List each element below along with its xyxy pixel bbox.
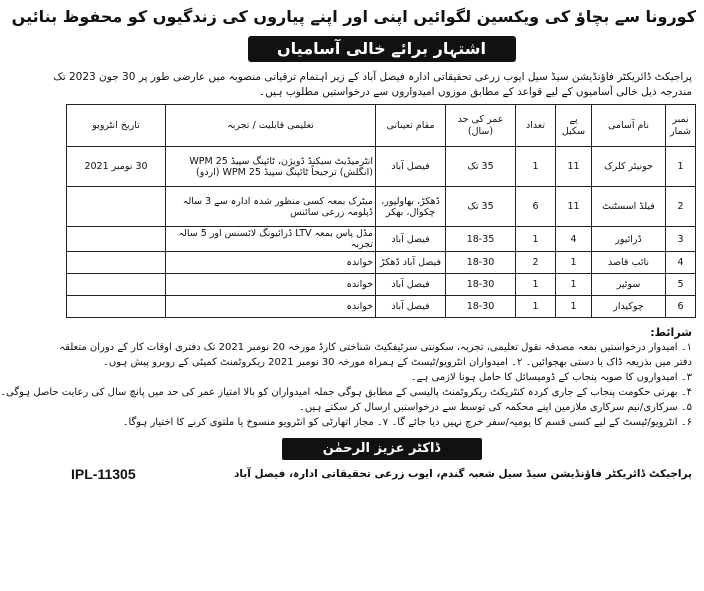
cell-interview [67,252,166,274]
terms-line: ۴۔ بھرتی حکومت پنجاب کے جاری کردہ کنٹریکٹ ریکروٹمنٹ پالیسی کے مطابق ہوگی جملہ امیدواران کو بالا امتیاز عمر کی حد میں پانچ سال کی رعایت حاصل ہوگی۔ [0,387,692,398]
cell-scale: 1 [556,252,592,274]
cell-age: 18-30 [446,252,516,274]
cell-scale: 1 [556,296,592,318]
header-station: مقام تعیناتی [376,105,446,147]
cell-count: 6 [516,187,556,227]
cell-scale: 11 [556,187,592,227]
cell-interview [67,296,166,318]
cell-post: سوئپر [592,274,666,296]
cell-qualification: خواندہ [166,274,376,296]
cell-count: 1 [516,147,556,187]
table-row [67,252,696,274]
terms-line: دفتر میں بذریعہ ڈاک یا دستی بھجوائیں۔ ۲۔ امیدواران انٹرویو/ٹیسٹ کے ہمراہ مورخہ 30 نومبر 2021 ریکروٹمنٹ کمیٹی کے روبرو پیش ہوں۔ [103,357,692,368]
intro-text [53,70,696,100]
cell-station: فیصل آباد [376,296,446,318]
cell-serial: 2 [666,187,696,227]
cell-count: 1 [516,296,556,318]
table-row [67,227,696,252]
table-row [67,296,696,318]
cell-count: 2 [516,252,556,274]
cell-count: 1 [516,227,556,252]
cell-scale: 11 [556,147,592,187]
office-address: پراجیکٹ ڈائریکٹر فاؤنڈیشن سیڈ سیل شعبہ گندم، ایوب زرعی تحقیقاتی ادارہ، فیصل آباد [233,468,692,480]
cell-interview: 30 نومبر 2021 [67,147,166,187]
cell-interview [67,187,166,227]
header-age: عمر کی حد (سال) [446,105,516,147]
signatory-name: ڈاکٹر عزیز الرحمٰن [282,438,482,460]
cell-station: فیصل آباد ڈھکڑ [376,252,446,274]
vacancy-banner: اشتہار برائے خالی آسامیاں [248,36,516,62]
cell-station: فیصل آباد [376,274,446,296]
cell-serial: 5 [666,274,696,296]
cell-post: فیلڈ اسسٹنٹ [592,187,666,227]
cell-scale: 4 [556,227,592,252]
cell-post: نائب قاصد [592,252,666,274]
header-qualification: تعلیمی قابلیت / تجربہ [166,105,376,147]
terms-heading: شرائط: [650,326,692,339]
cell-station: ڈھکڑ، بھاولپور، چکوال، بھکر [376,187,446,227]
table-row [67,187,696,227]
table-header-row [67,105,696,147]
cell-post: جونیئر کلرک [592,147,666,187]
cell-age: 18-30 [446,274,516,296]
cell-scale: 1 [556,274,592,296]
cell-qualification: میٹرک بمعہ کسی منظور شدہ ادارہ سے 3 سالہ ڈپلومہ زرعی سائنس [166,187,376,227]
cell-qualification: خواندہ [166,252,376,274]
cell-station: فیصل آباد [376,227,446,252]
table-row [67,274,696,296]
cell-age: 35 تک [446,147,516,187]
ipl-reference: IPL-11305 [71,466,136,482]
cell-serial: 3 [666,227,696,252]
header-interview: تاریخ انٹرویو [67,105,166,147]
terms-line: ۱۔ امیدوار درخواستیں بمعہ مصدقہ نقول تعلیمی، تجربہ، سکونتی سرٹیفکیٹ شناختی کارڈ مورخہ 20 نومبر 2021 تک دفتری اوقات کار کے دوران متعلقہ [59,342,692,353]
intro-line-1: پراجیکٹ ڈائریکٹر فاؤنڈیشن سیڈ سیل ایوب زرعی تحقیقاتی ادارہ فیصل آباد کے زیر اہتمام ترقیاتی منصوبہ میں عارضی طور پر 30 جون 2023 تک [53,71,692,83]
header-post: نام آسامی [592,105,666,147]
cell-qualification: انٹرمیڈیٹ سیکنڈ ڈویژن، ٹائپنگ سپیڈ 25 WPM (انگلش) ترجیحاً ٹائپنگ سپیڈ 25 WPM (اردو) [166,147,376,187]
terms-line: ۶۔ انٹرویو/ٹیسٹ کے لیے کسی قسم کا یومیہ/سفر خرچ نہیں دیا جائے گا۔ ۷۔ مجاز اتھارٹی کو انٹرویو منسوخ یا ملتوی کرنے کا اختیار ہوگا۔ [122,417,692,428]
vacancy-table [66,104,696,318]
cell-qualification: خواندہ [166,296,376,318]
terms-line: ۵۔ سرکاری/نیم سرکاری ملازمین اپنے محکمہ کی توسط سے درخواستیں ارسال کر سکتے ہیں۔ [299,402,692,413]
vaccination-slogan: کورونا سے بچاؤ کی ویکسین لگوائیں اپنی اور اپنے پیاروں کی زندگیوں کو محفوظ بنائیں [11,7,696,26]
terms-section [0,325,696,430]
cell-age: 35 تک [446,187,516,227]
cell-qualification: مڈل پاس بمعہ LTV ڈرائیونگ لائسنس اور 5 سالہ تجربہ [166,227,376,252]
cell-serial: 1 [666,147,696,187]
cell-serial: 4 [666,252,696,274]
intro-line-2: مندرجہ ذیل خالی آسامیوں کے لیے قواعد کے مطابق موزوں امیدواروں سے درخواستیں مطلوب ہیں۔ [259,86,692,98]
cell-interview [67,274,166,296]
cell-count: 1 [516,274,556,296]
footer [67,466,696,482]
terms-line: ۳۔ امیدواروں کا صوبہ پنجاب کے ڈومیسائل کا حامل ہونا لازمی ہے۔ [410,372,692,383]
cell-serial: 6 [666,296,696,318]
cell-post: چوکیدار [592,296,666,318]
header-count: تعداد [516,105,556,147]
cell-interview [67,227,166,252]
cell-post: ڈرائیور [592,227,666,252]
cell-station: فیصل آباد [376,147,446,187]
cell-age: 18-30 [446,296,516,318]
header-serial: نمبر شمار [666,105,696,147]
table-row [67,147,696,187]
cell-age: 18-35 [446,227,516,252]
header-scale: پے سکیل [556,105,592,147]
